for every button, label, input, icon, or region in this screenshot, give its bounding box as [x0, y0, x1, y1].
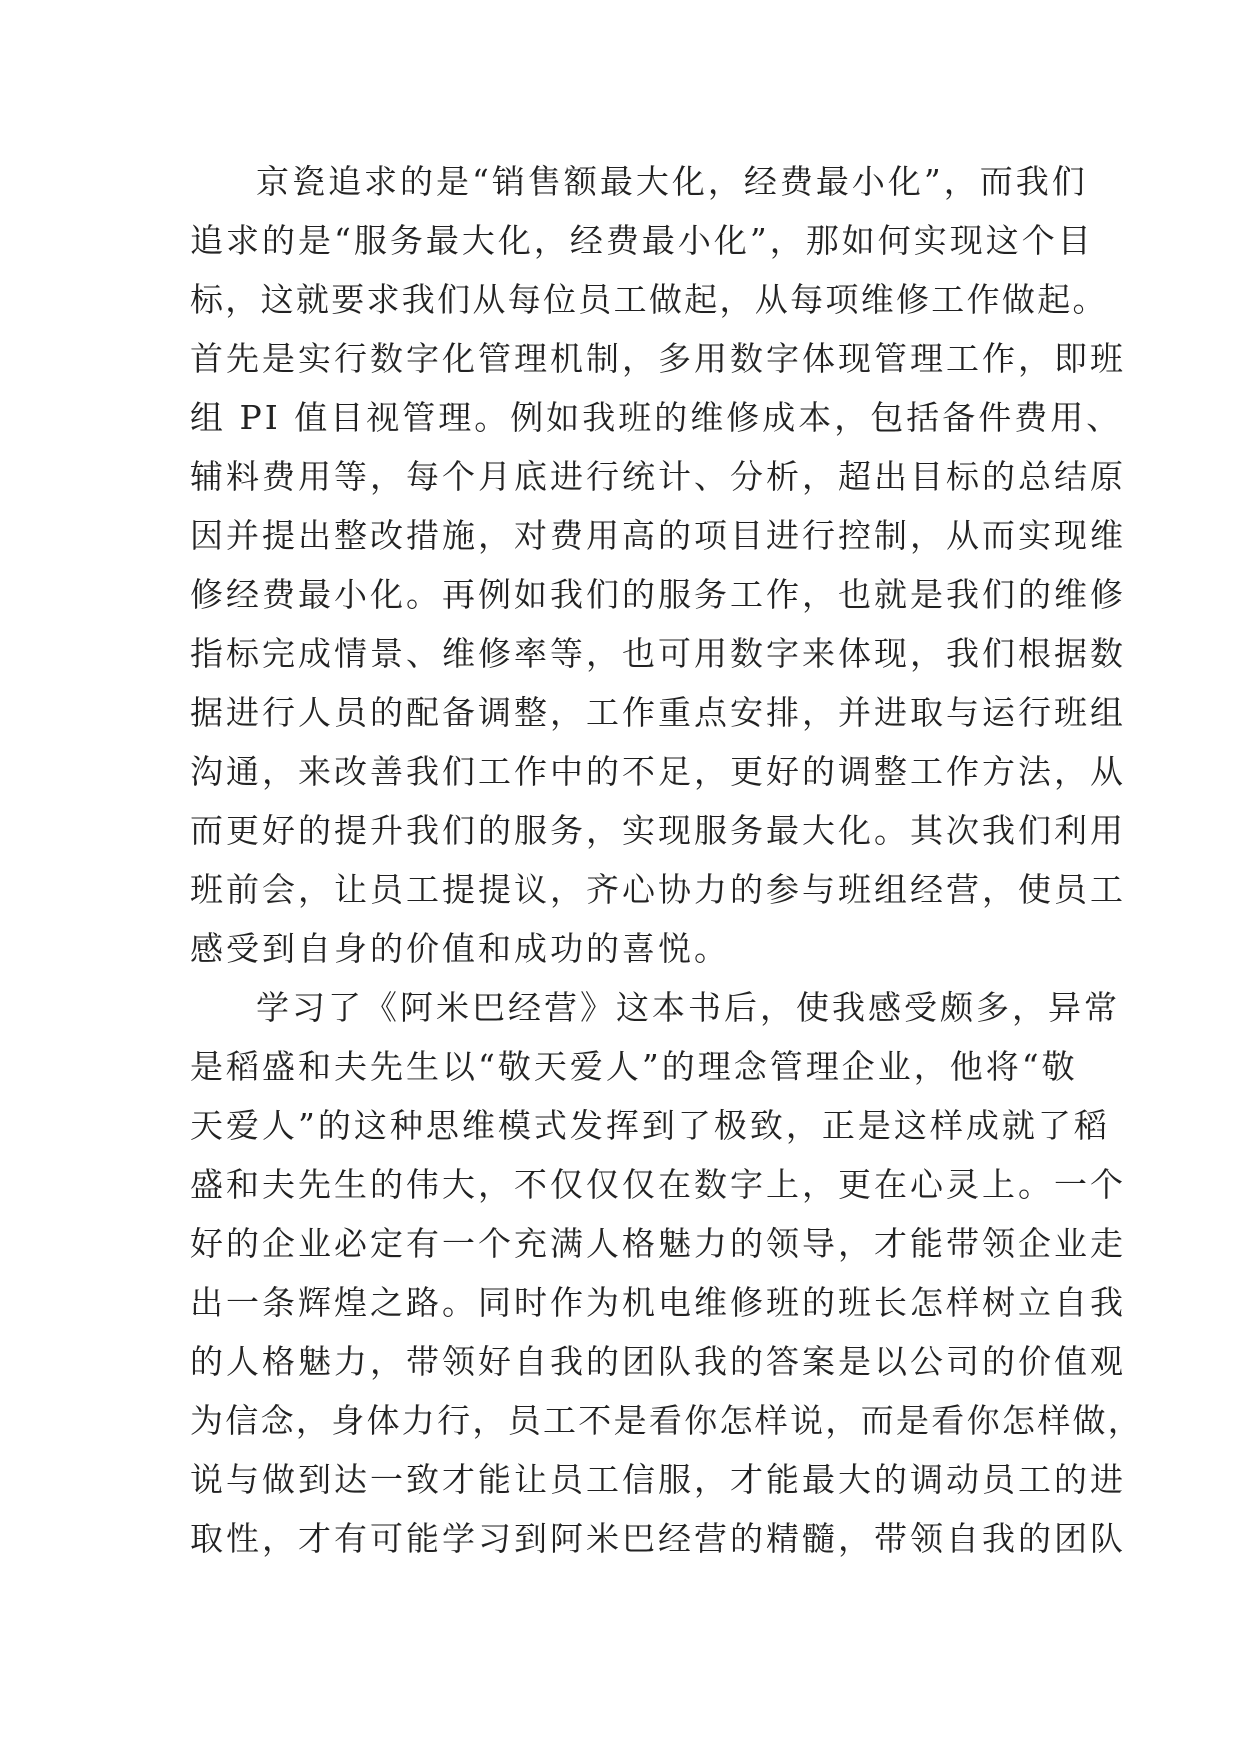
text-line: 好的企业必定有一个充满人格魅力的领导，才能带领企业走 [190, 1224, 1126, 1263]
text-line: 沟通，来改善我们工作中的不足，更好的调整工作方法，从 [190, 752, 1126, 791]
text-line: 辅料费用等，每个月底进行统计、分析，超出目标的总结原 [190, 457, 1126, 496]
text-line: 说与做到达一致才能让员工信服，才能最大的调动员工的进 [190, 1460, 1126, 1499]
text-line: 而更好的提升我们的服务，实现服务最大化。其次我们利用 [190, 811, 1126, 850]
text-line: 取性，才有可能学习到阿米巴经营的精髓，带领自我的团队 [190, 1519, 1126, 1558]
text-line: 班前会，让员工提提议，齐心协力的参与班组经营，使员工 [190, 870, 1126, 909]
text-line: 因并提出整改措施，对费用高的项目进行控制，从而实现维 [190, 516, 1126, 555]
paragraph-2 [190, 978, 1144, 1568]
text-line: 组 PI 值目视管理。例如我班的维修成本，包括备件费用、 [190, 398, 1123, 437]
text-line: 追求的是“服务最大化，经费最小化”，那如何实现这个目 [190, 221, 1094, 260]
text-line: 京瓷追求的是“销售额最大化，经费最小化”，而我们 [256, 162, 1088, 201]
text-line: 首先是实行数字化管理机制，多用数字体现管理工作，即班 [190, 339, 1126, 378]
text-line: 学习了《阿米巴经营》这本书后，使我感受颇多，异常 [256, 988, 1120, 1027]
text-line: 标，这就要求我们从每位员工做起，从每项维修工作做起。 [190, 280, 1108, 319]
text-line: 修经费最小化。再例如我们的服务工作，也就是我们的维修 [190, 575, 1126, 614]
text-line: 是稻盛和夫先生以“敬天爱人”的理念管理企业，他将“敬 [190, 1047, 1078, 1086]
text-line: 据进行人员的配备调整，工作重点安排，并进取与运行班组 [190, 693, 1126, 732]
text-line: 盛和夫先生的伟大，不仅仅仅在数字上，更在心灵上。一个 [190, 1165, 1126, 1204]
text-line: 出一条辉煌之路。同时作为机电维修班的班长怎样树立自我 [190, 1283, 1126, 1322]
body-text [190, 152, 1144, 1568]
paragraph-1 [190, 152, 1126, 978]
text-line: 为信念，身体力行，员工不是看你怎样说，而是看你怎样做， [190, 1401, 1144, 1440]
text-line: 的人格魅力，带领好自我的团队我的答案是以公司的价值观 [190, 1342, 1126, 1381]
text-line: 天爱人”的这种思维模式发挥到了极致，正是这样成就了稻 [190, 1106, 1110, 1145]
text-line: 指标完成情景、维修率等，也可用数字来体现，我们根据数 [190, 634, 1126, 673]
text-line: 感受到自身的价值和成功的喜悦。 [190, 929, 730, 968]
